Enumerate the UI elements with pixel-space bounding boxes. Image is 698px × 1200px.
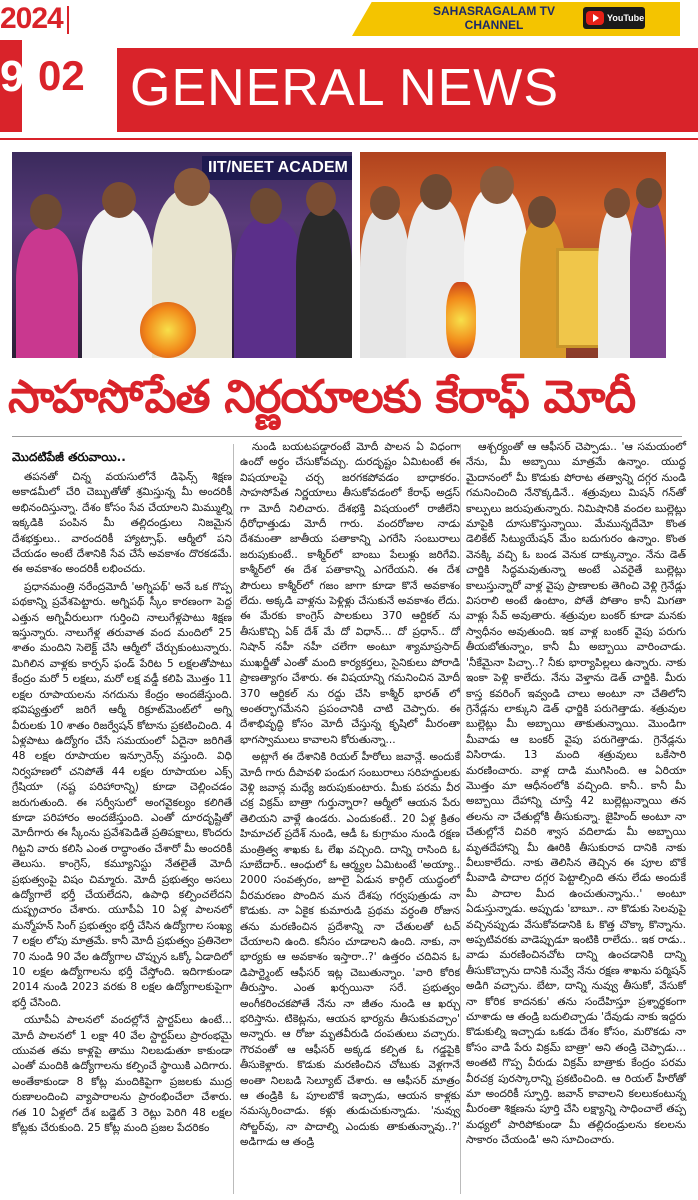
article-paragraph: తపనతో చిన్న వయసులోనే డిఫెన్స్ శిక్షణ అకాడమీలో చేరి చెబ్బుతోతో శ్రమిస్తున్న మీ అందరికీ అభినందిస్తున్నా. దేశం కోసం సేవ చేయాలని మిమ్ముల్ని ఇక్కడికి పంపిన మీ తల్లిదండ్రులు నిజమైన దేశభక్తులు.. వారందరికీ హ్యాట్సాఫ్. ఆర్మీలో పని చేయడం అంటే దేశానికి సేవ చేసే అవకాశం దొరకడమే. ఈ అవకాశం అందరికీ లభించదు. — [12, 471, 232, 576]
person-figure — [630, 198, 666, 358]
bouquet — [140, 302, 196, 358]
person-head — [174, 168, 210, 206]
person-head — [420, 174, 452, 210]
page-number: 02 — [38, 52, 85, 99]
lamp-garland — [446, 282, 476, 358]
person-figure — [296, 208, 352, 358]
person-head — [102, 182, 136, 218]
person-figure — [16, 228, 78, 358]
section-title: GENERAL NEWS — [130, 59, 560, 117]
person-head — [480, 166, 514, 204]
article-paragraph: ప్రధానమంత్రి నరేంద్రమోదీ 'అగ్నిపథ్' అనే ఒక గొప్ప పథకాన్ని ప్రవేశపెట్టారు. అగ్నిపథ్ స్కీం కారణంగా పెద్ద ఎత్తున అగ్నివీరులుగా గుర్తించి నాలుగేళ్లపాటు శిక్షణ ఇస్తున్నారు. నాలుగేళ్ల తరువాత వంద మందిలో 25 శాతం మందిని సెలెక్ట్ చేసి ఆర్మీలో చేర్చుకుంటున్నారు. మిగిలిన వాళ్లకు కార్పస్ ఫండ్ పేరిట 5 లక్షలతోపాటు కేంద్రం మరో 5 లక్షలు, మరో లక్ష వడ్డీ కలిపి మొత్తం 11 లక్షల రూపాయలను నగదును కేంద్రం అందజేస్తుంది. భవిష్యత్తులో జరిగే ఆర్మీ రిక్రూట్‌మెంట్‌లో అగ్ని వీరులకు 10 శాతం రిజర్వేషన్ కోటాను ప్రకటించింది. 4 ఏళ్లపాటు ఉద్యోగం చేసే సమయంలో ఏదైనా జరిగితే 48 లక్షల రూపాయల ఇన్సూరెన్స్ వస్తుంది. విధి నిర్వహణలో చనిపోతే 44 లక్షల రూపాయల ఎక్స్ గ్రేషియా (నష్ట పరిహారాన్ని) కూడా చెల్లించడం జరుగుతుంది. ఈ సర్వీసులో అంగవైకల్యం కలిగితే కూడా పరిహారం అందజేస్తుంది. ఎంతో దూరదృష్టితో మోదీగారు ఈ స్కీంను ప్రవేశపెడితే ప్రతిపక్షాలు, కొందరు గిట్టని వారు కలిసి ఎంత రాద్ధాంతం చేశారో మీ అందరికీ తెలుసు. కాంగ్రెస్, కమ్యూనిస్టు నేతలైతే మోదీ ప్రభుత్వంపై విషం చిమ్మారు. మోదీ ప్రభుత్వం అసలు ఉద్యోగాలే భర్తీ చేయలేదని, ఉపాధి కల్పించలేదని దుష్ప్రచారం చేశారు. యూపీఏ 10 ఏళ్ల పాలనలో మన్మోహన్ సింగ్ ప్రభుత్వం భర్తీ చేసిన ఉద్యోగాల సంఖ్య 7 లక్షల లోపు మాత్రమే. కానీ మోదీ ప్రభుత్వం ప్రతినెలా 70 నుండి 90 వేల ఉద్యోగాల చొప్పున ఒక్కో ఏడాదిలో 10 లక్షల ఉద్యోగాలను భర్తీ చేస్తోంది. ఇదిగాకుండా 2014 నుండి 2023 వరకు 8 లక్షల ఉద్యోగాలకుపైగా భర్తీ చేసింది. — [12, 580, 233, 1009]
academy-banner — [202, 156, 352, 180]
edition-year: 2024 — [0, 2, 63, 35]
person-head — [306, 182, 336, 216]
youtube-label: YouTube — [607, 13, 645, 23]
person-figure — [360, 208, 410, 358]
person-head — [370, 186, 400, 220]
continuation-label: మొదటిపేజీ తరువాయి.. — [12, 450, 126, 464]
column-divider — [233, 444, 234, 1194]
headline-rule — [12, 436, 682, 437]
academy-banner-text: IIT/NEET ACADEM — [208, 159, 348, 176]
person-figure — [234, 218, 304, 358]
channel-name: SAHASRAGALAM TV CHANNEL — [433, 4, 555, 32]
article-column-3 — [466, 440, 686, 1151]
person-figure — [598, 208, 634, 358]
person-head — [250, 188, 282, 224]
column-divider — [460, 444, 461, 1194]
year-divider — [67, 6, 69, 34]
youtube-play-icon — [586, 11, 604, 25]
article-paragraph: యూపీఏ పాలనలో వందల్లోనే స్టార్టప్‌లు ఉంటే... మోదీ పాలనలో 1 లక్షా 40 వేల స్టార్టప్‌లు ప్రారంభమై యువత తమ కాళ్లపై తాము నిలబడుతూ కాకుండా ఎంతో మందికి ఉద్యోగాలను కల్పించే స్థాయికి ఎదిగారు. అంతేకాకుండా 8 కోట్ల మందికిపైగా ప్రజలకు ముద్ర రుణాలందించి వ్యాపారాలను ప్రారంభించేలా చేశారు. గత 10 ఏళ్లలో దేశ బడ్జెట్ 3 రెట్లు పెరిగి 48 లక్షల కోట్లకు చేరుకుంది. 25 కోట్ల మంది ప్రజల పేదరికం — [12, 1014, 232, 1135]
person-head — [636, 178, 662, 208]
article-paragraph: నుండి బయటపడ్డారంటే మోదీ పాలన ఏ విధంగా ఉందో అర్ధం చేసుకోవచ్చు. దురదృష్టం ఏమిటంటే ఈ విషయాలపై చర్చ జరగకపోవడం బాధాకరం. సాహసోపేత నిర్ణయాలు తీసుకోవడంలో కేరాఫ్ అడ్రస్ గా మోదీ నిలిచారు. దేశభక్తి విషయంలో రాజీలేని ధీరోధాత్తుడు మోదీ గారు. వందరోజుల నాడు దేశమంతా జాతీయ పతాకాన్ని ఎగరేసి సంబురాలు జరుపుకుంటే.. కాశ్మీర్‌లో బాంబు పేలుళ్లు జరిగేవి. కాశ్మీర్‌లో ఈ దేశ పతాకాన్ని ఎగరేయని. ఈ దేశ పౌరులు కాశ్మీర్‌లో గజం జాగా కూడా కొనే అవకాశం లేదు. అక్కడి వాళ్లను పెళ్లిళ్లు చేసుకునే అవకాశం లేదు. ఈ మేరకు కాంగ్రెస్ పాలకులు 370 ఆర్టికల్ ను తీసుకొచ్చి ఏక్ దేశ్ మే దో విధాన్... దో ప్రధాన్.. దో నిషాన్ నహీ నహీ చలేగా అంటూ శ్యామాప్రసాద్ ముఖర్జీతో ఎంతో మంది కార్యకర్తలు, సైనికులు పోరాడి ప్రాణత్యాగం చేశారు. ఈ విషయాన్ని గమనించిన మోదీ 370 ఆర్టికల్ ను రద్దు చేసి కాశ్మీర్ భారత్ లో అంతర్భాగమేనని ప్రపంచానికి చాటి చెప్పారు. ఈ దేశాభివృద్ధి కోసం మోదీ చేస్తున్న కృషిలో మీరంతా భాగస్వాములు కావాలని కోరుతున్నా... — [240, 441, 460, 746]
article-paragraph: ఆశ్చర్యంతో ఆ ఆఫీసర్ చెప్పాడు.. 'ఆ సమయంలో నేను, మీ అబ్బాయి మాత్రమే ఉన్నాం. యుద్ధ మైదానంలో మీ కొడుకు పోరాట తత్వాన్ని దగ్గర నుండి గమనించింది నేనొక్కడినే.. శత్రువులు మిషన్ గన్‌తో కాల్పులు జరుపుతున్నారు. నిమిషానికి వందల బుల్లెట్లు మాపైకి దూసుకొస్తున్నాయి. మేమున్నదేమో కొంత డెలికేట్ సిట్యుయేషన్‌ మేం బదుగురం ఉన్నాం. కొంత వెనక్కి వచ్చి ఓ బండ వెనుక దాక్కున్నాం. నేను డెత్ చార్జికి సిద్ధమవుతున్నా అంటే ఎవరైతే బుల్లెట్లు కాలుస్తున్నారో వాళ్ల వైపు ప్రాణాలకు తెగించి వెళ్లి గ్రెనేడ్లు విసరాలి అంటే ఉంటాం, పోతే పోతాం కానీ మిగతా వాళ్లు సేవ్ అవుతారు. శత్రువుల బంకర్ కూడా మనకు స్వాధీనం అవుతుంది. ఇక వాళ్ల బంకర్ వైపు పరుగు తీయబోతున్నాం, కానీ మీ అబ్బాయి వారించాడు. 'నీకేమైనా పిచ్చా..? నీకు భార్యాపిల్లలు ఉన్నారు. నాకు ఇంకా పెళ్లి కాలేదు. నేను వెళ్తాను డెత్ చార్జికి. మీరు కాస్త కవరింగ్ ఇవ్వండి చాలు అంటూ నా చేతిలోని గ్రెనేడ్లను లాక్కుని డెత్ ఛార్జికి పరుగెత్తాడు. శత్రువుల బుల్లెట్లు మీ అబ్బాయి తాకుతున్నాయి. మొండిగా మీవాడు ఆ బంకర్ వైపు పరుగెత్తాడు. గ్రెనేడ్లను విసిరాడు. 13 మంది శత్రువులు ఒకేసారి మరణించారు. వాళ్ల దాడి ముగిసింది. ఆ ఏరియా మొత్తం మా ఆధీనంలోకి వచ్చింది. కానీ.. కానీ మీ అబ్బాయి దేహాన్ని చూస్తే 42 బుల్లెట్లున్నాయి తన తలను నా చేతుల్లోకి తీసుకున్నా. జైహింద్ అంటూ నా చేతుల్లోనే చివరి శ్వాస వదిలాడు మీ అబ్బాయి మృతదేహాన్ని మీ ఊరికి తీసుకురావ దానికి నాకు వీలుకాలేదు. నాకు తెలిసిన తెచ్చిన ఈ పూల బొకే మీవాడి పాదాల దగ్గర పెట్టాల్సింది తను లేడు అందుకే మీ పాదాల మీద ఉంచుతున్నాను..' అంటూ ఏడుస్తున్నాడు. అప్పుడు 'బాబూ.. నా కొడుకు సెలవుపై వచ్చినప్పుడు వేసుకోవడానికి ఓ కొత్త చొక్కా కొన్నాను. అప్పటివరకు వాడెప్పుడూ ఇంటికి రాలేదు.. ఇక రాడు.. వాడు మరణించినచోట దాన్ని ఉంచడానికి దాన్ని తీసుకొచ్చాను దానికి నువ్వే నేను రక్షణ శాఖను పర్మిషన్ అడిగి వచ్చాను. బేటా, దాన్ని నువ్వు తీసుకో, వేసుకో నా కోరిక కాదనకు' తను సందేహిస్తూ ప్రశ్నార్థకంగా చూశాడు ఆ తండ్రి బదులిచ్చాడు 'దేవుడు నాకు ఇద్దరు కొడుకుల్ని ఇచ్చాడు ఒకడు దేశం కోసం, మరొకడు నా కోసం వాడి పేరు విక్రమ్ బాత్రా' అని తండ్రి చెప్పాడు... అంతటి గొప్ప వీరుడు విక్రమ్ బాత్రాకు కేంద్రం పరమ వీరచక్ర పురస్కారాన్ని ప్రకటించింది. ఆ రియల్ హీరోతో మా అందరికీ స్ఫూర్తి. జవాన్ కావాలని కలలుకంటున్న మీరంతా శిక్షణను పూర్తి చేసి లక్ష్యాన్ని సాధించాలే తప్ప మధ్యలో పారిపోకుండా మీ తల్లిదండ్రులను కలలను సాకారం చేయండి' అని సూచించారు. — [466, 441, 686, 1147]
person-head — [604, 188, 630, 218]
article-column-2 — [240, 440, 460, 1153]
youtube-logo[interactable] — [583, 7, 645, 29]
event-photo-left — [12, 152, 352, 358]
article-paragraph: అట్లాగే ఈ దేశానికి రియల్ హీరోలు జవాన్లే. అందుకే మోదీ గారు దీపావళి పండుగ సంబురాలు సరిహద్దులకు వెళ్లి జవాన్ల మధ్యే జరుపుకుంటారు. మీకు పరమ వీర చక్ర విక్రమ్ బాత్రా గుర్తున్నారా? ఆర్మీలో ఆయన పేరు తెలియని వాళ్లే ఉండరు. ఎందుకంటే.. 20 ఏళ్ల క్రితం హిమాచల్ ప్రదేశ్ నుండి, ఆడీ ఓ కుగ్రామం నుండి రక్షణ మంత్రిత్వ శాఖకు ఓ లేఖ వచ్చింది. దాన్ని రాసింది ఓ సూబేదార్.. ఆంధులో ఓ ఆర్మ్యల ఏమిటంటే 'అయ్యా.. 2000 సంవత్సరం, జూలై ఏడున కార్గిల్ యుద్ధంలో వీరమరణం పొందిన మన దేశపు గర్వపుత్రుడు నా కొడుకు. నా ఏకైక కుమారుడి ప్రథమ వర్ధంతి రోజున తను మరణించిన ప్రదేశాన్ని నా చేతులతో టచ్ చేయాలని ఉంది. కనీసం చూడాలని ఉంది. నాకు, నా భార్యకు ఆ అవకాశం ఇస్తారా..?' ఉత్తరం చదివిన ఓ డిపార్ట్మెంట్ ఆఫీసర్ ఇట్ల చెబుతున్నాం. 'వారి కోరిక తీరుస్తాం. ఎంత ఖర్చయినా సరే. ప్రభుత్వం అంగీకరించకపోతే నేను నా జీతం నుండి ఆ ఖర్చు భరిస్తాను. టికెట్లను, ఆయన భార్యను తీసుకువచ్చాం' అన్నారు. ఆ రోజు మృతవీరుడి దంపతులు వచ్చారు. గౌరవంతో ఆ ఆఫీసర్ అక్కడ కల్పిత ఓ గడ్డపైకి తీసుకెళ్లారు. కొడుకు మరణించిన చోటుకు వెళ్లగానే అంతా నిలబడి సెల్యూట్ చేశారు. ఆ ఆఫీసర్ మాత్రం ఆ తండ్రికి ఓ పూలబొకే ఇచ్చాడు, ఆయన కాళ్లకు నమస్కరించాడు. కళ్లు తుడుచుకున్నాడు. 'నువ్వు సోల్జర్‌వు, నా పాదాల్ని ఎందుకు తాకుతున్నావు..?' అడిగాడు ఆ తండ్రి — [240, 751, 461, 1149]
masthead-strip — [0, 0, 698, 38]
article-headline: సాహసోపేత నిర్ణయాలకు కేరాఫ్ మోదీ — [8, 370, 636, 423]
person-head — [528, 196, 556, 228]
facing-page-number: 9 — [0, 52, 25, 101]
header-rule — [0, 138, 698, 140]
event-photo-right — [360, 152, 666, 358]
person-head — [30, 194, 62, 230]
article-column-1 — [12, 470, 232, 1138]
